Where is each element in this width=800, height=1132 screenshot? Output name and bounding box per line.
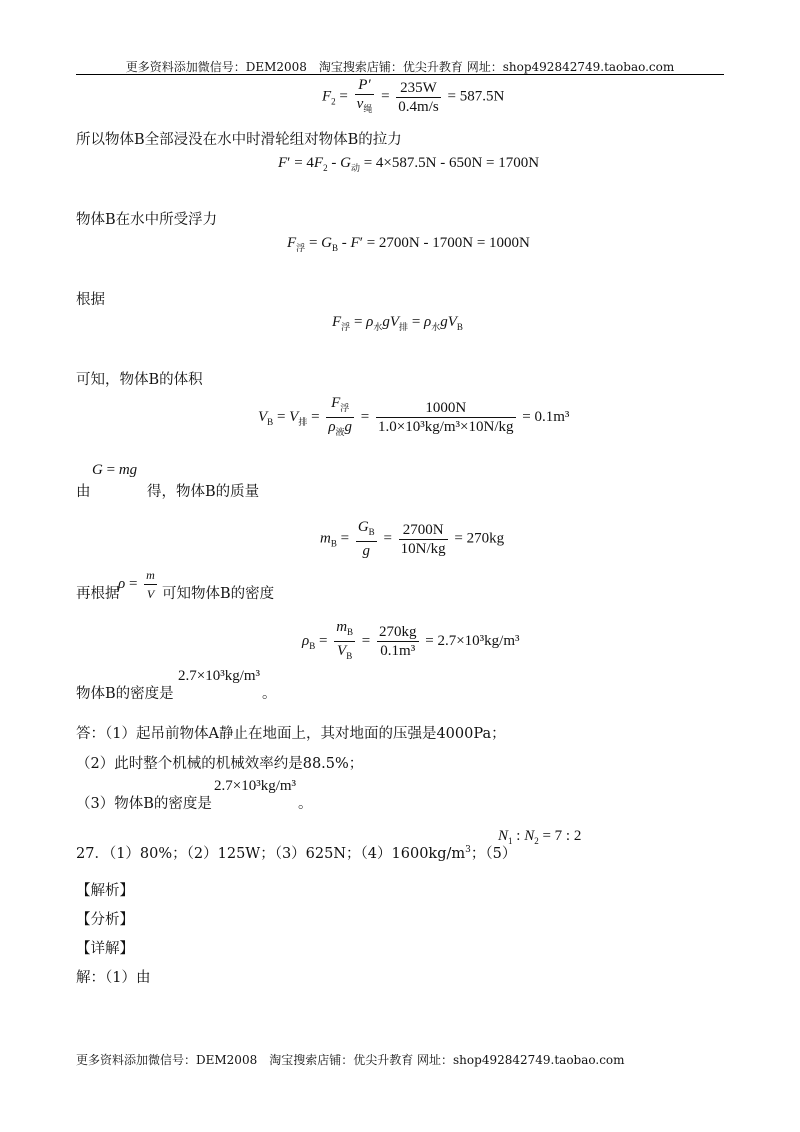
paragraph: 所以物体B全部浸没在水中时滑轮组对物体B的拉力 [76, 132, 402, 148]
solution-start: 解：（1）由 [76, 970, 151, 986]
frac-denominator: 1.0×10³kg/m³×10N/kg [378, 419, 514, 435]
paragraph-start: 再根据 [76, 586, 120, 602]
frac-numerator: 235W [396, 79, 440, 98]
inline-formula-g-mg: G = mg [92, 462, 138, 478]
formula-result: = 270kg [454, 530, 505, 547]
inline-formula-density: ρ = $\frac{m}{V}$ [118, 568, 155, 601]
formula-density: $\rho_B$ = $\frac{m_B}{V_B}$ = $\frac{270kg}{\text{0.1m³}}$ = 2.7×10³kg/m³ [302, 619, 520, 661]
paragraph: 可知，物体B的体积 [76, 372, 203, 388]
answer-2: （2）此时整个机械的机械效率约是88.5%； [76, 756, 364, 772]
punctuation: 。 [262, 686, 277, 702]
formula-result: = 587.5N [447, 88, 505, 105]
formula-f2: $F_2$ = $\frac{P'}{v_绳}$ = $\frac{235W}{0.4m/s}$ = 587.5N [322, 76, 504, 118]
question-27-answers: 27．（1）80%；（2）125W；（3）625N；$(4)1600kg/m^3$；（5） [76, 845, 517, 862]
frac-numerator: P′ [355, 76, 375, 95]
section-fenxi: 【分析】 [76, 912, 134, 928]
formula-archimedes: $F_浮 = \rho_水gV_排 = \rho_水gV_B$ [332, 314, 463, 332]
paragraph: 可知物体B的密度 [162, 586, 275, 602]
section-xiangjie: 【详解】 [76, 941, 134, 957]
paragraph: 物体B在水中所受浮力 [76, 212, 218, 228]
frac-denominator: 0.4m/s [398, 98, 439, 115]
formula-volume: $V_B = V_排$ = $\frac{F_浮}{\rho_液g}$ = $\frac{1000N}{\text{1.0×10³kg/m³×10N/kg}}$ = 0.1m³ [258, 395, 570, 437]
answer-3: （3）物体B的密度是 [76, 796, 212, 812]
frac-numerator: 270kg [379, 624, 417, 640]
frac-denominator: 10N/kg [400, 540, 446, 557]
frac-denominator: 0.1m³ [380, 643, 416, 659]
frac-denominator: $v_绳$ [356, 96, 373, 114]
formula-buoyancy: $F_浮 = G_B - F' = 2700N - 1700N = 1000N$ [287, 235, 530, 253]
answer-1: 答：（1）起吊前物体A静止在地面上，其对地面的压强是4000Pa； [76, 726, 506, 742]
paragraph-start: 由 [76, 484, 91, 500]
page-footer: 更多资料添加微信号：DEM2008 淘宝搜索店铺：优尖升教育 网址：shop492842749.taobao.com [76, 1053, 625, 1067]
frac-numerator: 1000N [376, 399, 516, 418]
inline-density-value: 2.7×10³kg/m³ [178, 668, 261, 684]
paragraph: 根据 [76, 292, 105, 308]
formula-mass: $m_B$ = $\frac{G_B}{g}$ = $\frac{2700N}{10N/kg}$ = 270kg [320, 519, 505, 559]
frac-numerator: 2700N [399, 521, 448, 540]
punctuation: 。 [298, 796, 313, 812]
formula-result: = 0.1m³ [522, 408, 570, 425]
ratio-formula: $N_1$ : $N_2 = 7$ : 2 [498, 828, 582, 846]
page-header: 更多资料添加微信号：DEM2008 淘宝搜索店铺：优尖升教育 网址：shop492842749.taobao.com [125, 60, 675, 74]
formula-pull-force: $F' = 4F_2 - G_动 = 4\times 587.5N - 650N = 1700N$ [278, 155, 540, 173]
paragraph: 得，物体B的质量 [147, 484, 260, 500]
inline-density-value: 2.7×10³kg/m³ [214, 778, 297, 794]
paragraph: 物体B的密度是 [76, 686, 174, 702]
formula-result: = 2.7×10³kg/m³ [425, 632, 520, 649]
header-divider [76, 74, 724, 75]
section-jiexi: 【解析】 [76, 883, 134, 899]
